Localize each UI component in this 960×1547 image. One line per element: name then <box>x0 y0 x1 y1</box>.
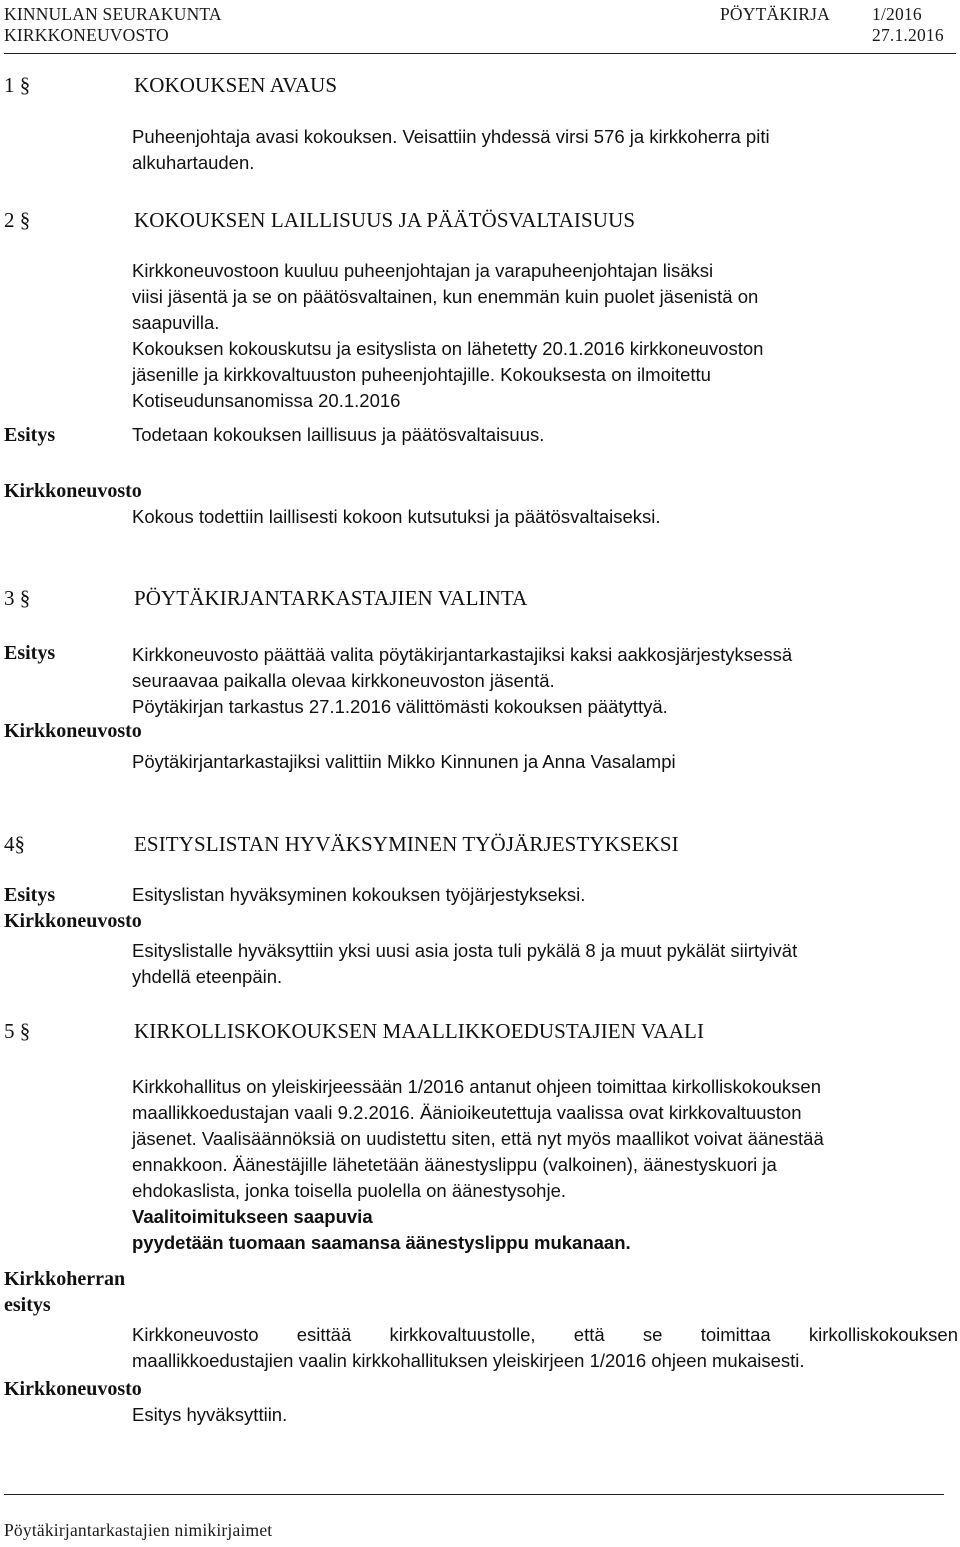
section-2-decision-label: Kirkkoneuvosto <box>4 480 142 502</box>
section-1-text: Puheenjohtaja avasi kokouksen. Veisattiin yhdessä virsi 576 ja kirkkoherra piti alkuhartauden. <box>132 126 770 173</box>
section-5-bold-tail: Vaalitoimitukseen saapuvia <box>132 1206 373 1227</box>
section-4-decision-text: Esityslistalle hyväksyttiin yksi uusi asia josta tuli pykälä 8 ja muut pykälät siirtyivät yhdellä eteenpäin. <box>132 940 798 987</box>
section-3-title: PÖYTÄKIRJANTARKASTAJIEN VALINTA <box>134 586 528 610</box>
section-1-number: 1 § <box>4 73 31 97</box>
section-2-decision-text: Kokous todettiin laillisesti kokoon kutsutuksi ja päätösvaltaiseksi. <box>132 506 661 527</box>
section-5-text: Kirkkohallitus on yleiskirjeessään 1/2016 antanut ohjeen toimittaa kirkolliskokouksen maallikkoedustajan vaali 9.2.2016. Äänioikeutettuja vaalissa ovat kirkkovaltuuston jäsenet. Vaalisäännöksiä on uudistettu siten, että nyt myös maallikot voivat äänestää ennakkoon. Äänestäjille lähetetään äänestyslippu (valkoinen), äänestyskuori ja ehdokaslista, jonka toisella puolella on äänestysohje. Vaalitoimitukseen saapuvia pyydetään tuomaan saamansa äänestyslippu mukanaan. <box>132 1074 824 1256</box>
section-2-esitys-text: Todetaan kokouksen laillisuus ja päätösvaltaisuus. <box>132 424 545 445</box>
signature-label: Pöytäkirjantarkastajien nimikirjaimet <box>4 1520 273 1540</box>
section-3-decision-label: Kirkkoneuvosto <box>4 720 142 742</box>
section-5-number: 5 § <box>4 1019 31 1043</box>
section-4-title: ESITYSLISTAN HYVÄKSYMINEN TYÖJÄRJESTYKSEKSI <box>134 832 679 856</box>
section-4-esitys-label: Esitys <box>4 884 56 906</box>
section-5-bold-line: pyydetään tuomaan saamansa äänestyslippu mukanaan. <box>132 1232 631 1253</box>
header-date: 27.1.2016 <box>872 25 944 45</box>
header-org: KINNULAN SEURAKUNTA <box>4 4 222 24</box>
header-rule <box>4 53 956 54</box>
header-body: KIRKKONEUVOSTO <box>4 25 169 45</box>
signature-rule <box>4 1494 884 1495</box>
section-4-esitys-text: Esityslistan hyväksyminen kokouksen työjärjestykseksi. <box>132 884 586 905</box>
section-2-number: 2 § <box>4 208 31 232</box>
signature-rule-end <box>884 1494 944 1495</box>
section-5-decision-label: Kirkkoneuvosto <box>4 1378 142 1400</box>
section-4-number: 4§ <box>4 832 25 856</box>
section-5-proposal-text: Kirkkoneuvosto esittää kirkkovaltuustolle, että se toimittaa kirkolliskokouksen maallikkoedustajien vaalin kirkkohallituksen yleiskirjeen 1/2016 ohjeen mukaisesti. <box>132 1324 958 1371</box>
section-2-text: Kirkkoneuvostoon kuuluu puheenjohtajan ja varapuheenjohtajan lisäksi viisi jäsentä ja se on päätösvaltainen, kun enemmän kuin puolet jäsenistä on saapuvilla. Kokouksen kokouskutsu ja esityslista on lähetetty 20.1.2016 kirkkoneuvoston jäsenille ja kirkkovaltuuston puheenjohtajille. Kokouksesta on ilmoitettu Kotiseudunsanomissa 20.1.2016 <box>132 260 764 411</box>
header-doc-type: PÖYTÄKIRJA <box>720 4 830 24</box>
section-5-title: KIRKOLLISKOKOUKSEN MAALLIKKOEDUSTAJIEN VAALI <box>134 1019 705 1043</box>
section-5-decision-text: Esitys hyväksyttiin. <box>132 1404 288 1425</box>
section-5-proposal-label: Kirkkoherran esitys <box>4 1268 126 1316</box>
section-4-decision-label: Kirkkoneuvosto <box>4 910 142 932</box>
section-3-decision-text: Pöytäkirjantarkastajiksi valittiin Mikko Kinnunen ja Anna Vasalampi <box>132 751 676 772</box>
header-doc-number: 1/2016 <box>872 4 922 24</box>
section-3-esitys-label: Esitys <box>4 642 56 664</box>
section-2-esitys-label: Esitys <box>4 424 56 446</box>
section-3-esitys-text: Kirkkoneuvosto päättää valita pöytäkirjantarkastajiksi kaksi aakkosjärjestyksessä seuraavaa paikalla olevaa kirkkoneuvoston jäsentä. Pöytäkirjan tarkastus 27.1.2016 välittömästi kokouksen päätyttyä. <box>132 644 793 717</box>
section-3-number: 3 § <box>4 586 31 610</box>
section-1-title: KOKOUKSEN AVAUS <box>134 73 338 97</box>
section-2-title: KOKOUKSEN LAILLISUUS JA PÄÄTÖSVALTAISUUS <box>134 208 636 232</box>
